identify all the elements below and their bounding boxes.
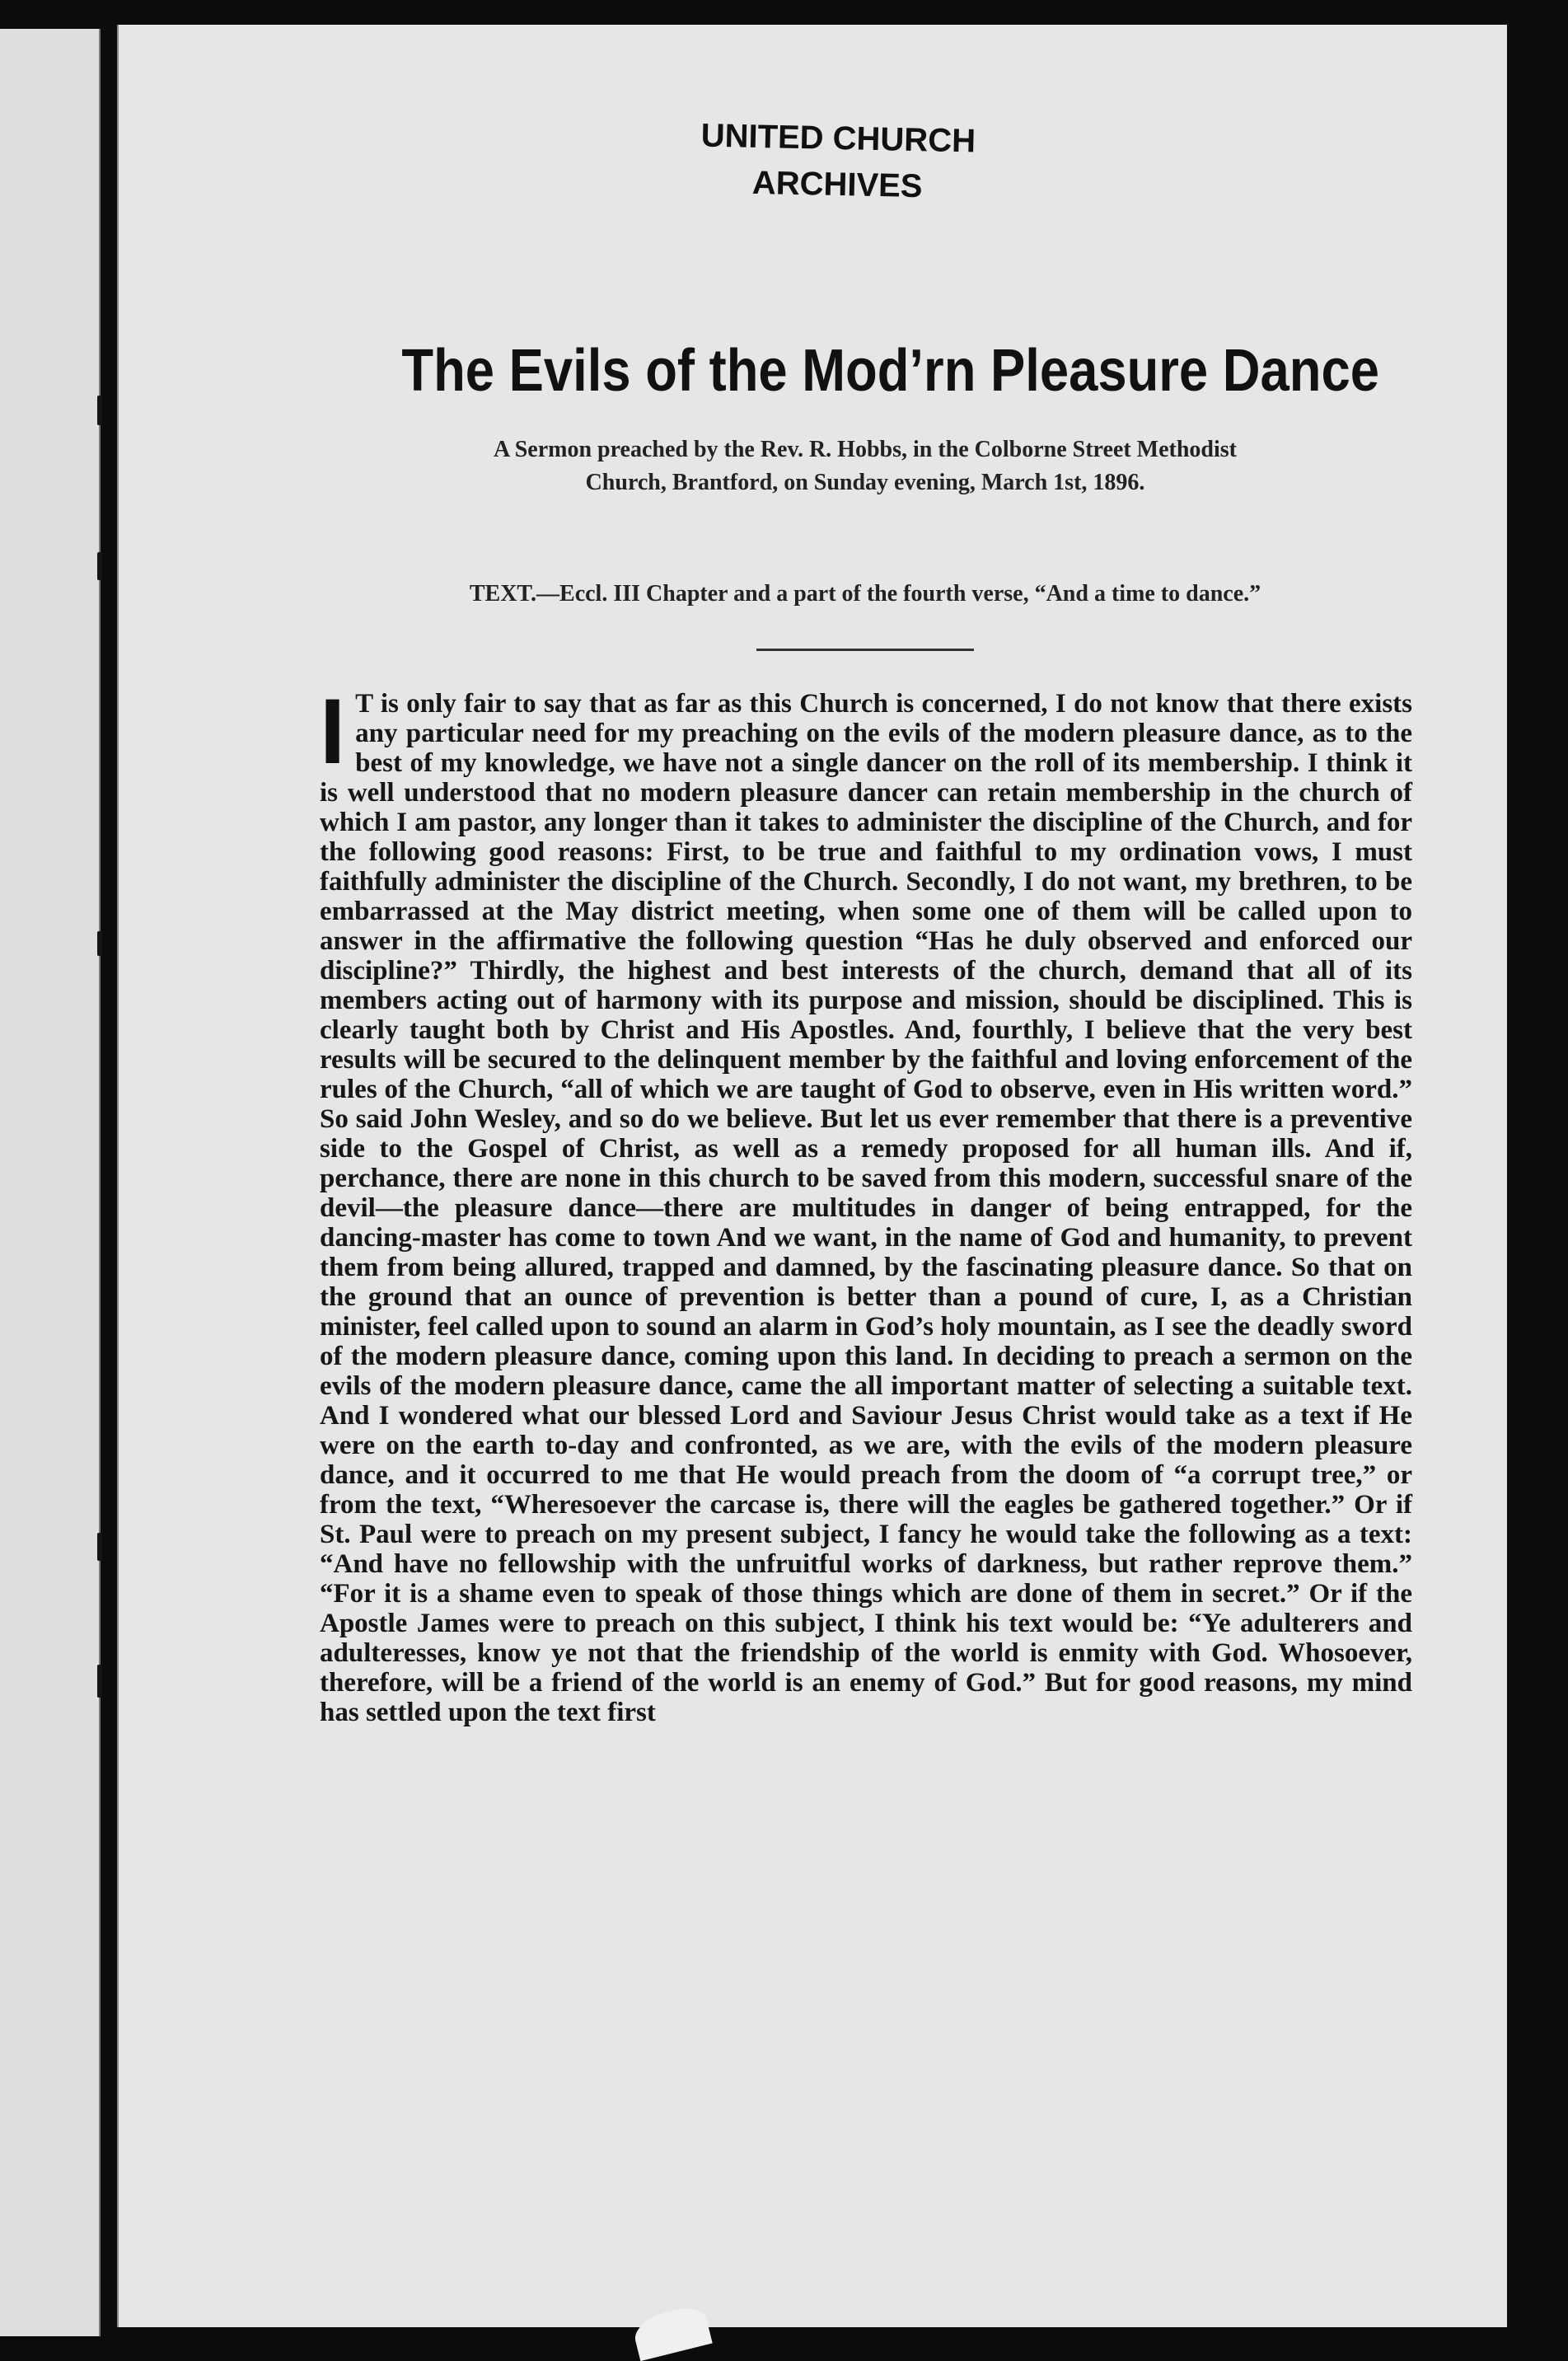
stamp-line-2: ARCHIVES bbox=[751, 164, 923, 205]
subtitle-line-1: A Sermon preached by the Rev. R. Hobbs, in the Colborne Street Methodist bbox=[494, 437, 1237, 462]
divider-rule bbox=[756, 649, 974, 651]
page-mark bbox=[97, 1533, 102, 1561]
drop-cap: I bbox=[320, 680, 346, 783]
page-mark bbox=[97, 931, 102, 956]
sermon-body bbox=[320, 680, 1412, 1727]
stamp-line-1: UNITED CHURCH bbox=[700, 117, 976, 160]
page-title: The Evils of the Mod’rn Pleasure Dance bbox=[401, 338, 1379, 404]
archives-stamp bbox=[639, 111, 1037, 212]
facing-page-edge bbox=[0, 29, 101, 2336]
sermon-subtitle bbox=[379, 433, 1351, 499]
page-mark bbox=[97, 552, 102, 580]
subtitle-line-2: Church, Brantford, on Sunday evening, March 1st, 1896. bbox=[585, 470, 1145, 495]
scripture-reference: TEXT.—Eccl. III Chapter and a part of the fourth verse, “And a time to dance.” bbox=[469, 581, 1261, 607]
page-mark bbox=[97, 396, 102, 425]
sermon-paragraph: T is only fair to say that as far as this Church is concerned, I do not know that there exists any particular need for my preaching on the evils of the modern pleasure dance, as to the best of my knowledge, we have not a single dancer on the roll of its membership. I think it is well understood that no modern pleasure dancer can retain membership in the church of which I am pastor, any longer than it takes to administer the discipline of the Church, and for the following good reasons: First, to be true and faithful to my ordination vows, I must faithfully administer the discipline of the Church. Secondly, I do not want, my brethren, to be embarrassed at the May district meeting, when some one of them will be called upon to answer in the affirmative the following question “Has he duly observed and enforced our discipline?” Thirdly, the highest and best interests of the church, demand that all of its members acting out of harmony with its purpose and mission, should be disciplined. This is clearly taught both by Christ and His Apostles. And, fourthly, I believe that the very best results will be secured to the delinquent member by the faithful and loving enforcement of the rules of the Church, “all of which we are taught of God to observe, even in His written word.” So said John Wesley, and so do we believe. But let us ever remember that there is a preventive side to the Gospel of Christ, as well as a remedy proposed for all human ills. And if, perchance, there are none in this church to be saved from this modern, successful snare of the devil—the pleasure dance—there are multitudes in danger of being entrapped, for the dancing-master has come to town And we want, in the name of God and humanity, to prevent them from being allured, trapped and damned, by the fascinating pleasure dance. So that on the ground that an ounce of prevention is better than a pound of cure, I, as a Christian minister, feel called upon to sound an alarm in God’s holy mountain, as I see the deadly sword of the modern pleasure dance, coming upon this land. In deciding to preach a sermon on the evils of the modern pleasure dance, came the all important matter of selecting a suitable text. And I wondered what our blessed Lord and Saviour Jesus Christ would take as a text if He were on the earth to-day and confronted, as we are, with the evils of the modern pleasure dance, and it occurred to me that He would preach from the doom of “a corrupt tree,” or from the text, “Wheresoever the carcase is, there will the eagles be gathered together.” Or if St. Paul were to preach on my present subject, I fancy he would take the following as a text: “And have no fellowship with the unfruitful works of darkness, but rather reprove them.” “For it is a shame even to speak of those things which are done of them in secret.” Or if the Apostle James were to preach on this subject, I think his text would be: “Ye adulterers and adulteresses, know ye not that the friendship of the world is enmity with God. Whosoever, therefore, will be a friend of the world is an enemy of God.” But for good reasons, my mind has settled upon the text first bbox=[320, 689, 1412, 1727]
page-mark bbox=[97, 1665, 102, 1698]
